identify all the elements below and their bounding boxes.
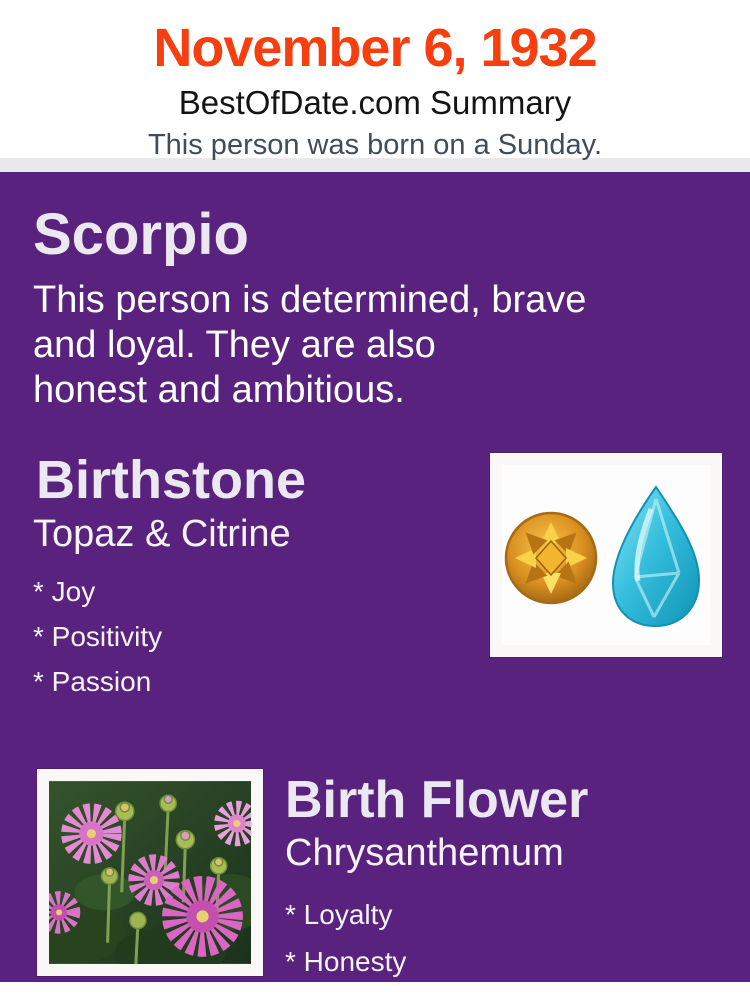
summary-body — [0, 172, 750, 982]
zodiac-description-line: and loyal. They are also — [33, 324, 436, 366]
chrysanthemum-illustration — [49, 781, 251, 964]
birthstone-text — [33, 450, 306, 713]
born-day-line: This person was born on a Sunday. — [147, 128, 603, 161]
birthstone-trait: * Positivity — [33, 621, 163, 652]
birth-flower-name: Chrysanthemum — [285, 832, 564, 874]
gemstones-illustration — [502, 465, 710, 645]
zodiac-description-line: honest and ambitious. — [33, 369, 405, 411]
birth-flower-trait: * Loyalty — [285, 899, 393, 930]
birth-flower-text — [285, 769, 588, 995]
birth-flower-section — [33, 769, 722, 995]
birthstone-trait: * Joy — [33, 576, 96, 607]
birth-flower-photo — [37, 769, 263, 976]
birth-flower-trait: * Honesty — [285, 946, 407, 977]
birthstone-heading: Birthstone — [36, 450, 306, 510]
birthstone-section — [33, 450, 722, 713]
birthstone-trait-list — [33, 578, 306, 696]
zodiac-description-line: This person is determined, brave — [33, 279, 587, 321]
birthstone-names: Topaz & Citrine — [33, 513, 291, 555]
birth-flower-heading: Birth Flower — [285, 771, 589, 829]
birthstone-photo — [490, 453, 722, 657]
birth-flower-trait-list — [285, 901, 588, 976]
page-header — [0, 0, 750, 161]
birthstone-trait: * Passion — [33, 666, 152, 697]
site-summary-subtitle: BestOfDate.com Summary — [178, 84, 572, 122]
date-title: November 6, 1932 — [153, 18, 597, 78]
zodiac-description — [33, 278, 722, 413]
zodiac-sign-heading: Scorpio — [33, 202, 249, 267]
